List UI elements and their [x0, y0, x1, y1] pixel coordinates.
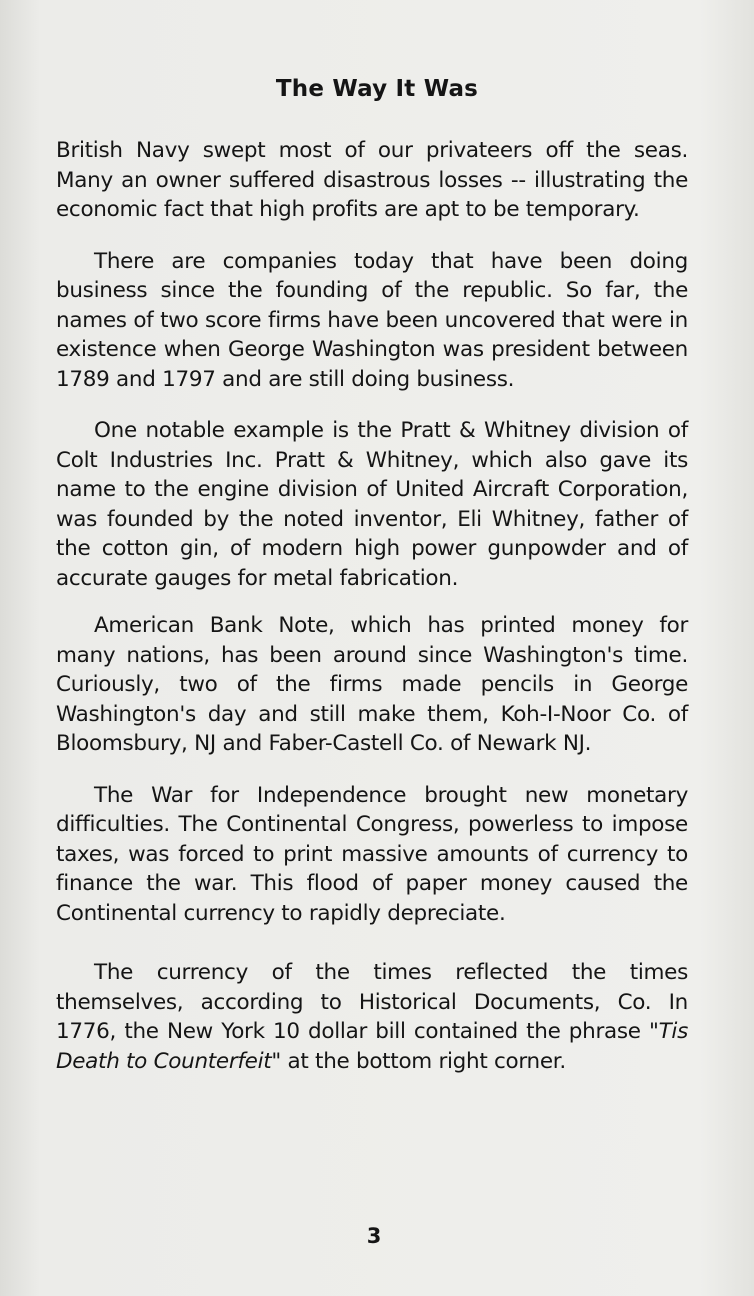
- paragraph-6-italic-phrase: "Tis Death to Counterfeit": [56, 1019, 688, 1074]
- paragraph-4: American Bank Note, which has printed money for many nations, has been around since Washington's time. Curiously, two of the firms made pencils in George Washington's day and still make them, Koh-I-Noor Co. of Bloomsbury, NJ and Faber-Castell Co. of Newark NJ.: [56, 613, 688, 756]
- paragraph-3: One notable example is the Pratt & Whitney division of Colt Industries Inc. Pratt & Whitney, which also gave its name to the engine division of United Aircraft Corporation, was founded by the noted inventor, Eli Whitney, father of the cotton gin, of modern high power gunpowder and of accurate gauges for metal fabrication.: [56, 418, 688, 591]
- body-text: [56, 136, 688, 1098]
- paragraph-6: [56, 958, 688, 1076]
- page-title: The Way It Was: [275, 76, 479, 102]
- paragraph-1: British Navy swept most of our privateers off the seas. Many an owner suffered disastrous losses -- illustrating the economic fact that high profits are apt to be temporary.: [56, 138, 688, 222]
- paragraph-2: There are companies today that have been doing business since the founding of the republic. So far, the names of two score firms have been uncovered that were in existence when George Washington was president between 1789 and 1797 and are still doing business.: [56, 248, 688, 392]
- page-number: 3: [366, 1224, 382, 1248]
- paragraph-5: The War for Independence brought new monetary difficulties. The Continental Congress, powerless to impose taxes, was forced to print massive amounts of currency to finance the war. This flood of paper money caused the Continental currency to rapidly depreciate.: [56, 782, 688, 926]
- paragraph-6-text-end: at the bottom right corner.: [280, 1048, 566, 1074]
- paragraph-6-text-start: The currency of the times reflected the times themselves, according to Historical Documents, Co. In 1776, the New York 10 dollar bill contained the phrase: [56, 960, 688, 1044]
